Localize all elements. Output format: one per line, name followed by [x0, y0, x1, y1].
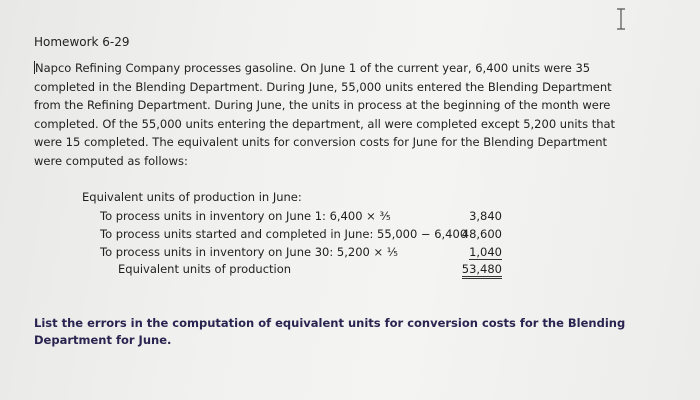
computation-heading: Equivalent units of production in June:: [82, 190, 302, 204]
total-value: 53,480: [462, 262, 502, 279]
row-label: To process units started and completed in June: 55,000 − 6,400: [100, 227, 468, 241]
computation-row: [82, 245, 512, 263]
question-prompt: [34, 315, 626, 349]
question-line: List the errors in the computation of equivalent units for conversion costs for the Blending: [34, 316, 626, 330]
paragraph-line: Napco Refining Company processes gasoline. On June 1 of the current year, 6,400 units were 35: [35, 61, 591, 75]
homework-title: Homework 6-29: [34, 35, 130, 49]
row-label: To process units in inventory on June 30: 5,200 × ⅕: [100, 245, 398, 259]
computation-row: [82, 227, 512, 245]
paragraph-line: completed in the Blending Department. During June, 55,000 units entered the Blending Department: [34, 79, 612, 94]
row-value: 48,600: [461, 227, 502, 241]
paragraph-line: were computed as follows:: [34, 153, 188, 168]
row-value: 3,840: [469, 209, 502, 223]
computation-row: [82, 209, 512, 227]
computation-total-row: [82, 262, 512, 280]
paragraph-line: from the Refining Department. During June, the units in process at the beginning of the month were: [34, 98, 611, 112]
paragraph-line: completed. Of the 55,000 units entering the department, all were completed except 5,200 units that: [34, 116, 616, 131]
text-cursor-icon: [615, 8, 627, 30]
problem-paragraph: [34, 59, 616, 170]
row-value: 1,040: [469, 245, 502, 259]
row-label: To process units in inventory on June 1: 6,400 × ⅗: [100, 209, 391, 223]
total-label: Equivalent units of production: [118, 262, 292, 276]
paragraph-line: were 15 completed. The equivalent units for conversion costs for June for the Blending Department: [34, 135, 608, 149]
question-line: Department for June.: [34, 333, 172, 347]
